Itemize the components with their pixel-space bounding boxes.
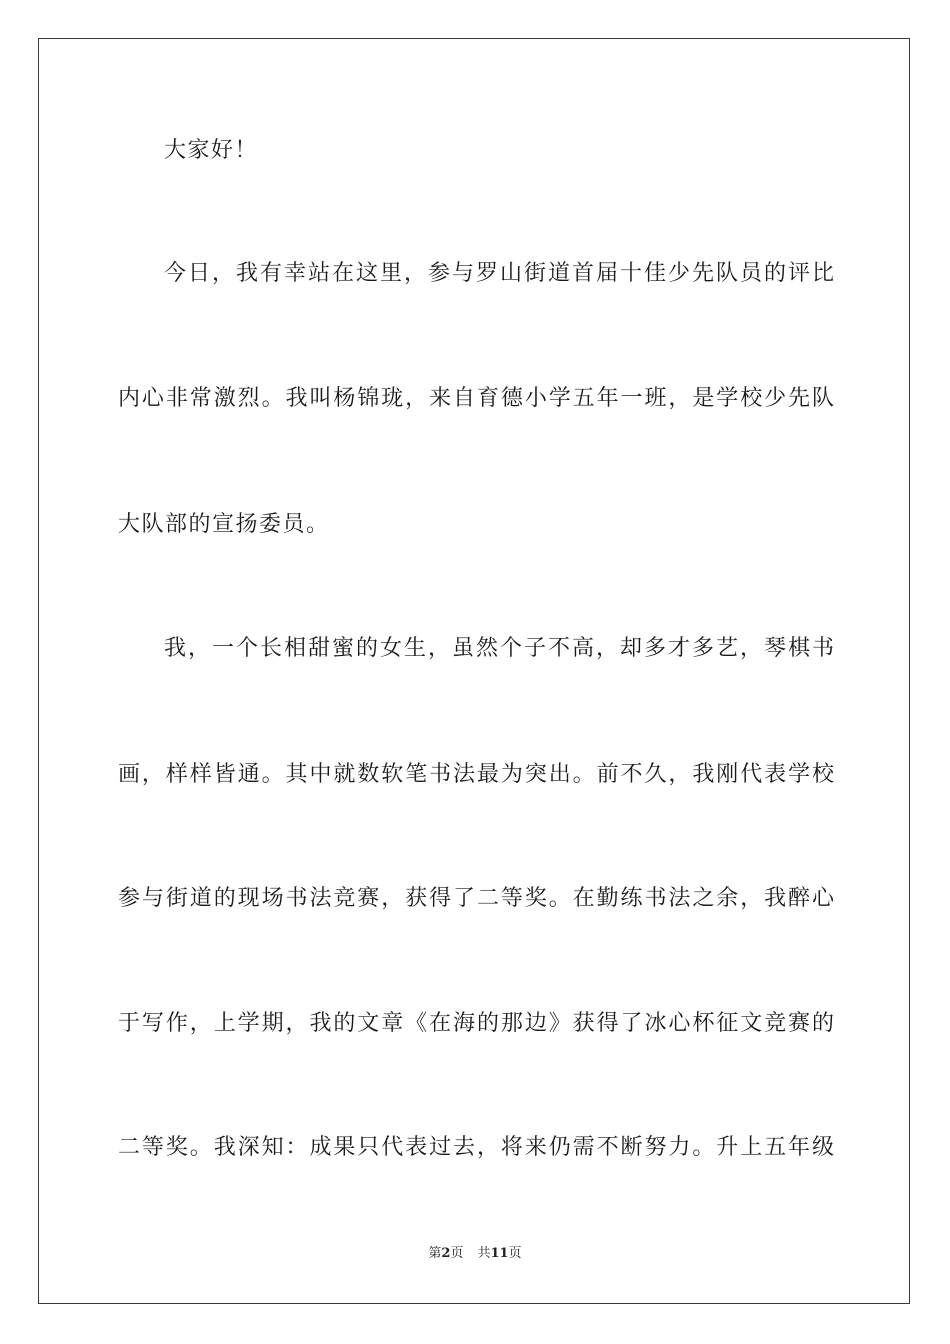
page-footer xyxy=(0,1245,950,1263)
paragraph-2-line-3: 参与街道的现场书法竞赛，获得了二等奖。在勤练书法之余，我醉心 xyxy=(118,886,834,911)
footer-total-suffix: 页 xyxy=(508,1246,522,1261)
page-border xyxy=(38,38,910,1304)
footer-page-suffix: 页 xyxy=(450,1246,464,1261)
greeting-line: 大家好！ xyxy=(164,138,259,163)
footer-page-number: 2 xyxy=(441,1246,451,1261)
footer-total-prefix: 共 xyxy=(477,1246,491,1261)
paragraph-2-line-5: 二等奖。我深知：成果只代表过去，将来仍需不断努力。升上五年级 xyxy=(118,1135,834,1160)
footer-page-prefix: 第 xyxy=(428,1246,442,1261)
paragraph-1-line-3: 大队部的宣扬委员。 xyxy=(118,512,330,537)
paragraph-2-line-2: 画，样样皆通。其中就数软笔书法最为突出。前不久，我刚代表学校 xyxy=(118,762,834,787)
paragraph-1-line-2: 内心非常激烈。我叫杨锦珑，来自育德小学五年一班，是学校少先队 xyxy=(118,386,834,411)
paragraph-1-line-1: 今日，我有幸站在这里，参与罗山街道首届十佳少先队员的评比 xyxy=(164,261,834,286)
paragraph-2-line-4: 于写作，上学期，我的文章《在海的那边》获得了冰心杯征文竞赛的 xyxy=(118,1011,834,1036)
paragraph-2-line-1: 我，一个长相甜蜜的女生，虽然个子不高，却多才多艺，琴棋书 xyxy=(164,636,834,661)
footer-total-pages: 11 xyxy=(490,1246,509,1261)
